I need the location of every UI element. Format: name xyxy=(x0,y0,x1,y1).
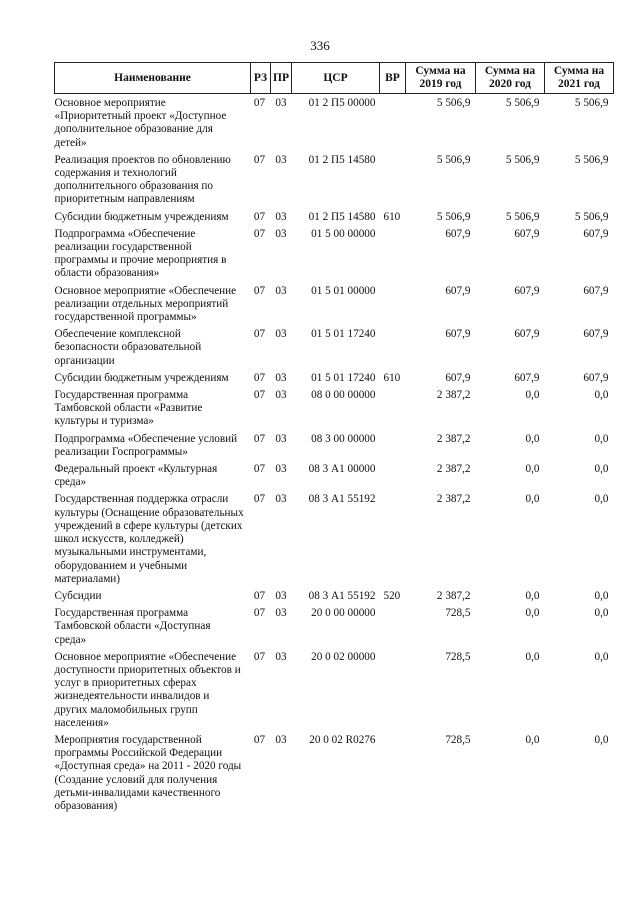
row-sum-2020: 0,0 xyxy=(525,733,540,746)
row-csr: 20 0 00 00000 xyxy=(311,607,376,620)
row-vr xyxy=(379,386,405,430)
table-row xyxy=(55,369,614,386)
header-sum-2021: Сумма на 2021 год xyxy=(544,63,613,94)
row-pr: 03 xyxy=(275,210,287,223)
row-vr xyxy=(379,430,405,460)
row-vr xyxy=(379,731,405,814)
row-csr: 08 3 А1 55192 xyxy=(308,493,376,506)
row-csr: 01 5 00 00000 xyxy=(311,227,376,240)
row-sum-2021: 0,0 xyxy=(594,650,609,663)
table-row xyxy=(55,282,614,326)
row-vr: 520 xyxy=(383,589,401,602)
row-vr xyxy=(379,94,405,151)
row-rz: 07 xyxy=(253,210,266,223)
row-pr: 03 xyxy=(275,97,287,109)
row-sum-2020: 0,0 xyxy=(525,389,540,402)
row-sum-2021: 5 506,9 xyxy=(574,97,609,109)
row-sum-2021: 0,0 xyxy=(594,463,609,476)
row-name: Обеспечение комплексной безопасности образовательной организации xyxy=(54,328,202,367)
table-row xyxy=(55,386,614,430)
table-row xyxy=(55,151,614,208)
row-csr: 01 5 01 17240 xyxy=(311,328,376,341)
row-csr: 20 0 02 00000 xyxy=(311,650,376,663)
row-csr: 08 3 А1 55192 xyxy=(308,589,376,602)
row-csr: 01 2 П5 14580 xyxy=(308,210,376,223)
row-pr: 03 xyxy=(275,607,287,620)
table-row xyxy=(55,587,614,604)
budget-table xyxy=(54,62,614,814)
row-pr: 03 xyxy=(275,284,287,297)
header-sum-2020: Сумма на 2020 год xyxy=(475,63,544,94)
table-body xyxy=(55,94,614,815)
row-name: Государственная программа Тамбовской области «Доступная среда» xyxy=(54,607,211,646)
table-row xyxy=(55,490,614,586)
row-sum-2021: 0,0 xyxy=(594,389,609,402)
row-sum-2019: 2 387,2 xyxy=(436,389,471,402)
row-pr: 03 xyxy=(275,371,287,384)
header-sum-2019: Сумма на 2019 год xyxy=(405,63,475,94)
row-sum-2019: 728,5 xyxy=(445,607,471,620)
row-name: Подпрограмма «Обеспечение условий реализации Госпрограммы» xyxy=(54,432,238,458)
row-pr: 03 xyxy=(275,227,287,240)
table-row xyxy=(55,225,614,282)
row-sum-2020: 607,9 xyxy=(514,371,540,384)
row-vr xyxy=(379,460,405,490)
row-vr xyxy=(379,151,405,208)
row-vr xyxy=(379,490,405,586)
header-csr: ЦСР xyxy=(291,63,379,94)
row-sum-2019: 728,5 xyxy=(445,650,471,663)
row-sum-2021: 5 506,9 xyxy=(574,153,609,166)
row-pr: 03 xyxy=(275,432,287,445)
row-sum-2020: 0,0 xyxy=(525,607,540,620)
row-csr: 20 0 02 R0276 xyxy=(309,733,376,746)
row-sum-2021: 0,0 xyxy=(594,733,609,746)
row-vr xyxy=(379,604,405,648)
row-rz: 07 xyxy=(253,607,266,620)
row-sum-2019: 607,9 xyxy=(445,371,471,384)
row-vr: 610 xyxy=(383,371,401,384)
row-name: Реализация проектов по обновлению содержания и технологий дополнительного образования по приоритетным направлениям xyxy=(54,153,231,206)
row-rz: 07 xyxy=(253,153,266,166)
row-sum-2021: 607,9 xyxy=(583,371,609,384)
table-row xyxy=(55,460,614,490)
row-sum-2019: 2 387,2 xyxy=(436,463,471,476)
row-rz: 07 xyxy=(253,97,266,109)
row-sum-2020: 0,0 xyxy=(525,432,540,445)
table-row xyxy=(55,430,614,460)
row-sum-2019: 607,9 xyxy=(445,284,471,297)
table-row xyxy=(55,731,614,814)
row-sum-2021: 5 506,9 xyxy=(574,210,609,223)
row-vr xyxy=(379,325,405,369)
row-pr: 03 xyxy=(275,733,287,746)
row-sum-2020: 607,9 xyxy=(514,227,540,240)
row-sum-2020: 0,0 xyxy=(525,650,540,663)
row-pr: 03 xyxy=(275,463,287,476)
row-sum-2020: 607,9 xyxy=(514,284,540,297)
row-name: Федеральный проект «Культурная среда» xyxy=(54,463,218,489)
row-rz: 07 xyxy=(253,463,266,476)
row-sum-2019: 2 387,2 xyxy=(436,493,471,506)
row-csr: 01 2 П5 00000 xyxy=(308,97,376,109)
row-pr: 03 xyxy=(275,589,287,602)
row-rz: 07 xyxy=(253,227,266,240)
row-sum-2019: 5 506,9 xyxy=(436,97,471,109)
row-sum-2021: 0,0 xyxy=(594,493,609,506)
row-sum-2020: 607,9 xyxy=(514,328,540,341)
row-sum-2019: 5 506,9 xyxy=(436,153,471,166)
row-vr: 610 xyxy=(383,210,401,223)
row-name: Подпрограмма «Обеспечение реализации государственной программы и прочие мероприятия в области образования» xyxy=(54,227,227,280)
row-sum-2021: 0,0 xyxy=(594,607,609,620)
row-rz: 07 xyxy=(253,493,266,506)
row-pr: 03 xyxy=(275,389,287,402)
row-sum-2020: 5 506,9 xyxy=(505,153,540,166)
row-rz: 07 xyxy=(253,389,266,402)
row-name: Субсидии xyxy=(54,589,102,602)
row-name: Субсидии бюджетным учреждениям xyxy=(54,210,229,223)
row-pr: 03 xyxy=(275,153,287,166)
row-rz: 07 xyxy=(253,328,266,341)
row-sum-2019: 607,9 xyxy=(445,328,471,341)
row-sum-2019: 2 387,2 xyxy=(436,589,471,602)
row-rz: 07 xyxy=(253,650,266,663)
row-vr xyxy=(379,648,405,731)
table-row xyxy=(55,604,614,648)
row-sum-2020: 0,0 xyxy=(525,493,540,506)
row-sum-2021: 607,9 xyxy=(583,328,609,341)
table-row xyxy=(55,94,614,151)
row-csr: 08 3 А1 00000 xyxy=(308,463,376,476)
table-row xyxy=(55,648,614,731)
row-name: Государственная программа Тамбовской области «Развитие культуры и туризма» xyxy=(54,389,203,428)
row-csr: 08 3 00 00000 xyxy=(311,432,376,445)
row-sum-2019: 728,5 xyxy=(445,733,471,746)
row-csr: 01 5 01 17240 xyxy=(311,371,376,384)
row-name: Государственная поддержка отрасли культуры (Оснащение образовательных учреждений в сфере культуры (детских школ искусств, колледжей) музыкальными инструментами, оборудованием и учебными материалами) xyxy=(54,493,244,585)
row-sum-2021: 0,0 xyxy=(594,432,609,445)
row-rz: 07 xyxy=(253,284,266,297)
header-pr: ПР xyxy=(271,63,292,94)
header-row xyxy=(55,63,614,94)
row-csr: 08 0 00 00000 xyxy=(311,389,376,402)
header-name: Наименование xyxy=(55,63,251,94)
row-sum-2019: 607,9 xyxy=(445,227,471,240)
table-row xyxy=(55,325,614,369)
row-pr: 03 xyxy=(275,650,287,663)
header-vr: ВР xyxy=(379,63,405,94)
row-vr xyxy=(379,225,405,282)
row-sum-2021: 607,9 xyxy=(583,227,609,240)
row-sum-2020: 5 506,9 xyxy=(505,210,540,223)
row-rz: 07 xyxy=(253,432,266,445)
row-name: Мероприятия государственной программы Российской Федерации «Доступная среда» на 2011 - 2020 годы (Создание условий для получения детьми-инвалидами качественного образования) xyxy=(54,733,242,812)
row-pr: 03 xyxy=(275,328,287,341)
row-name: Основное мероприятие «Приоритетный проект «Доступное дополнительное образование для детей» xyxy=(54,97,227,149)
row-vr xyxy=(379,282,405,326)
row-pr: 03 xyxy=(275,493,287,506)
row-rz: 07 xyxy=(253,371,266,384)
row-rz: 07 xyxy=(253,733,266,746)
row-csr: 01 5 01 00000 xyxy=(311,284,376,297)
row-sum-2021: 607,9 xyxy=(583,284,609,297)
row-csr: 01 2 П5 14580 xyxy=(308,153,376,166)
header-rz: РЗ xyxy=(251,63,271,94)
row-sum-2021: 0,0 xyxy=(594,589,609,602)
row-name: Основное мероприятие «Обеспечение реализации отдельных мероприятий государственной программы» xyxy=(54,284,237,324)
row-sum-2019: 2 387,2 xyxy=(436,432,471,445)
page-number: 336 xyxy=(310,38,330,53)
row-name: Основное мероприятие «Обеспечение доступности приоритетных объектов и услуг в приоритетных сферах жизнедеятельности инвалидов и других маломобильных групп населения» xyxy=(54,650,241,729)
row-sum-2020: 0,0 xyxy=(525,589,540,602)
row-sum-2020: 5 506,9 xyxy=(505,97,540,109)
row-name: Субсидии бюджетным учреждениям xyxy=(54,371,229,384)
table-row xyxy=(55,208,614,225)
row-sum-2020: 0,0 xyxy=(525,463,540,476)
row-sum-2019: 5 506,9 xyxy=(436,210,471,223)
row-rz: 07 xyxy=(253,589,266,602)
